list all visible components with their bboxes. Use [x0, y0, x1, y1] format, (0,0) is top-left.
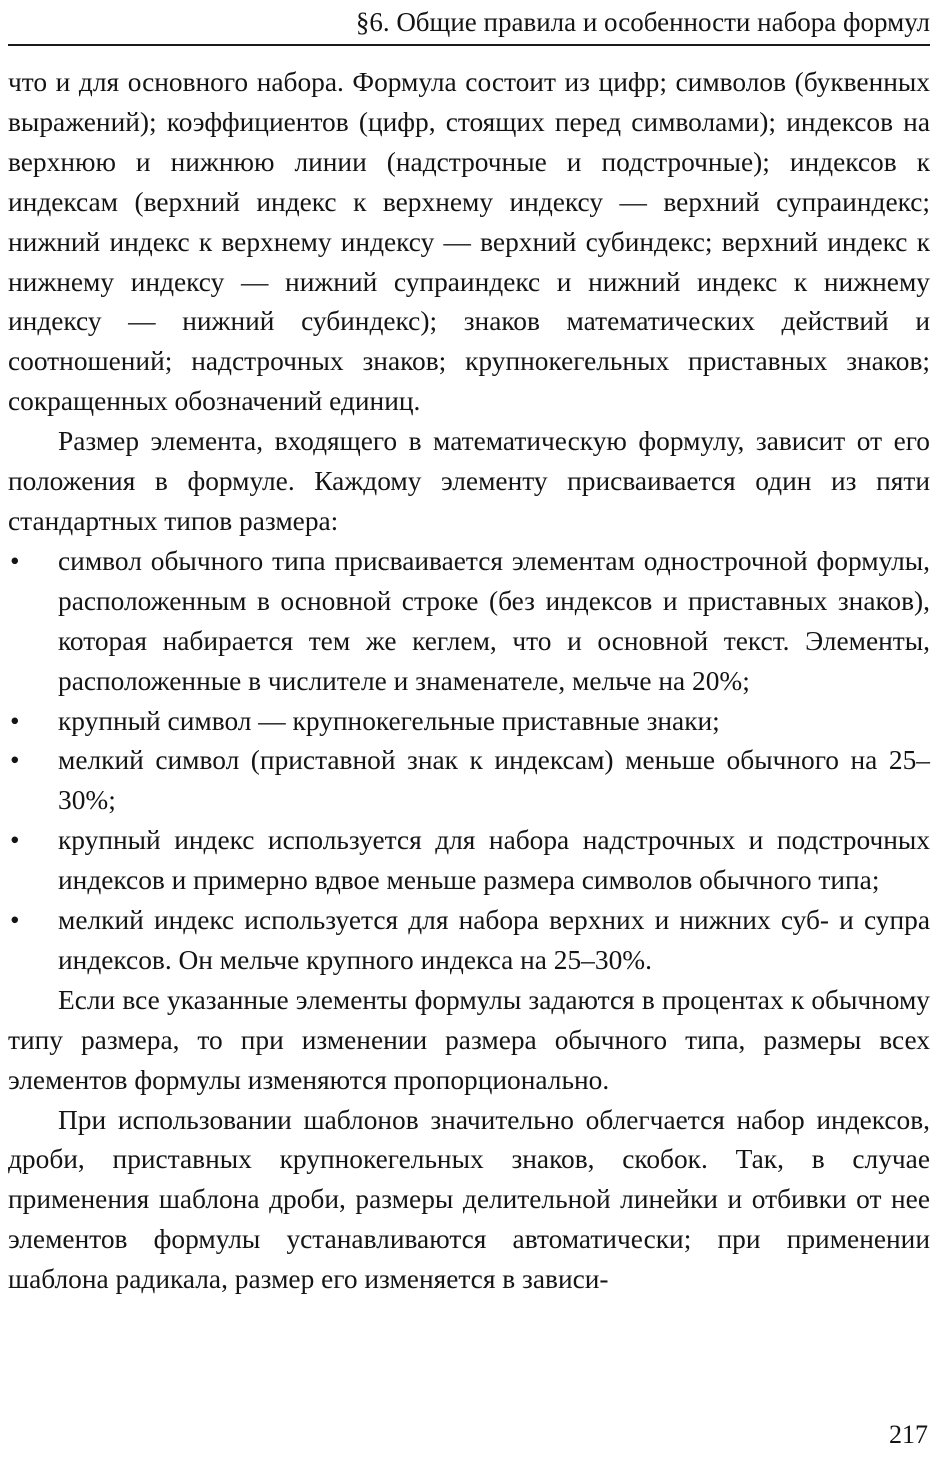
paragraph-templates: При использовании шаблонов значительно облегчается набор индексов, дроби, приставных крупнокегельных знаков, скобок. Так, в случае применения шаблона дроби, размеры делительной линейки и отбивки от нее элементов формулы устанавливаются автоматически; при применении шаблона радикала, размер его изменяется в зависи- [8, 1104, 930, 1295]
list-item-text: крупный символ — крупнокегельные приставные знаки; [58, 705, 720, 736]
paragraph-size-types: Размер элемента, входящего в математическую формулу, зависит от его положения в формуле. Каждому элементу присваивается один из пяти стандартных типов размера: [8, 426, 930, 536]
running-header [8, 4, 930, 46]
bullet-marker: • [10, 825, 20, 856]
list-item [8, 821, 930, 901]
running-title: §6. Общие правила и особенности набора формул [355, 7, 930, 37]
paragraph-continuation: что и для основного набора. Формула состоит из цифр; символов (буквенных выражений); коэффициентов (цифр, стоящих перед символами); индексов на верхнюю и нижнюю линии (надстрочные и подстрочные); индексов к индексам (верхний индекс к верхнему индексу — верхний супраиндекс; нижний индекс к верхнему индексу — верхний субиндекс; верхний индекс к нижнему индексу — нижний супраиндекс и нижний индекс к нижнему индексу — нижний субиндекс); знаков математических действий и соотношений; надстрочных знаков; крупнокегельных приставных знаков; сокращенных обозначений единиц. [8, 67, 930, 417]
list-item-text: мелкий символ (приставной знак к индексам) меньше обычного на 25–30%; [58, 745, 930, 816]
list-item [8, 901, 930, 981]
page-number: 217 [889, 1420, 928, 1449]
page-body [8, 63, 930, 1300]
list-item-text: крупный индекс используется для набора надстрочных и подстрочных индексов и примерно вдвое меньше размера символов обычного типа; [58, 825, 930, 896]
paragraph-proportional: Если все указанные элементы формулы задаются в процентах к обычному типу размера, то при изменении размера обычного типа, размеры всех элементов формулы изменяются пропорционально. [8, 984, 930, 1095]
bullet-marker: • [10, 745, 20, 776]
bullet-marker: • [10, 545, 20, 576]
list-item [8, 741, 930, 821]
list-item [8, 702, 930, 742]
bullet-marker: • [10, 705, 20, 736]
bullet-marker: • [10, 905, 20, 936]
size-types-list [8, 542, 930, 981]
list-item-text: мелкий индекс используется для набора верхних и нижних суб- и супра индексов. Он мельче крупного индекса на 25–30%. [58, 905, 930, 975]
list-item [8, 542, 930, 702]
list-item-text: символ обычного типа присваивается элементам однострочной формулы, расположенным в основной строке (без индексов и приставных знаков), которая набирается тем же кеглем, что и основной текст. Элементы, расположенные в числителе и знаменателе, мельче на 20%; [58, 545, 930, 696]
